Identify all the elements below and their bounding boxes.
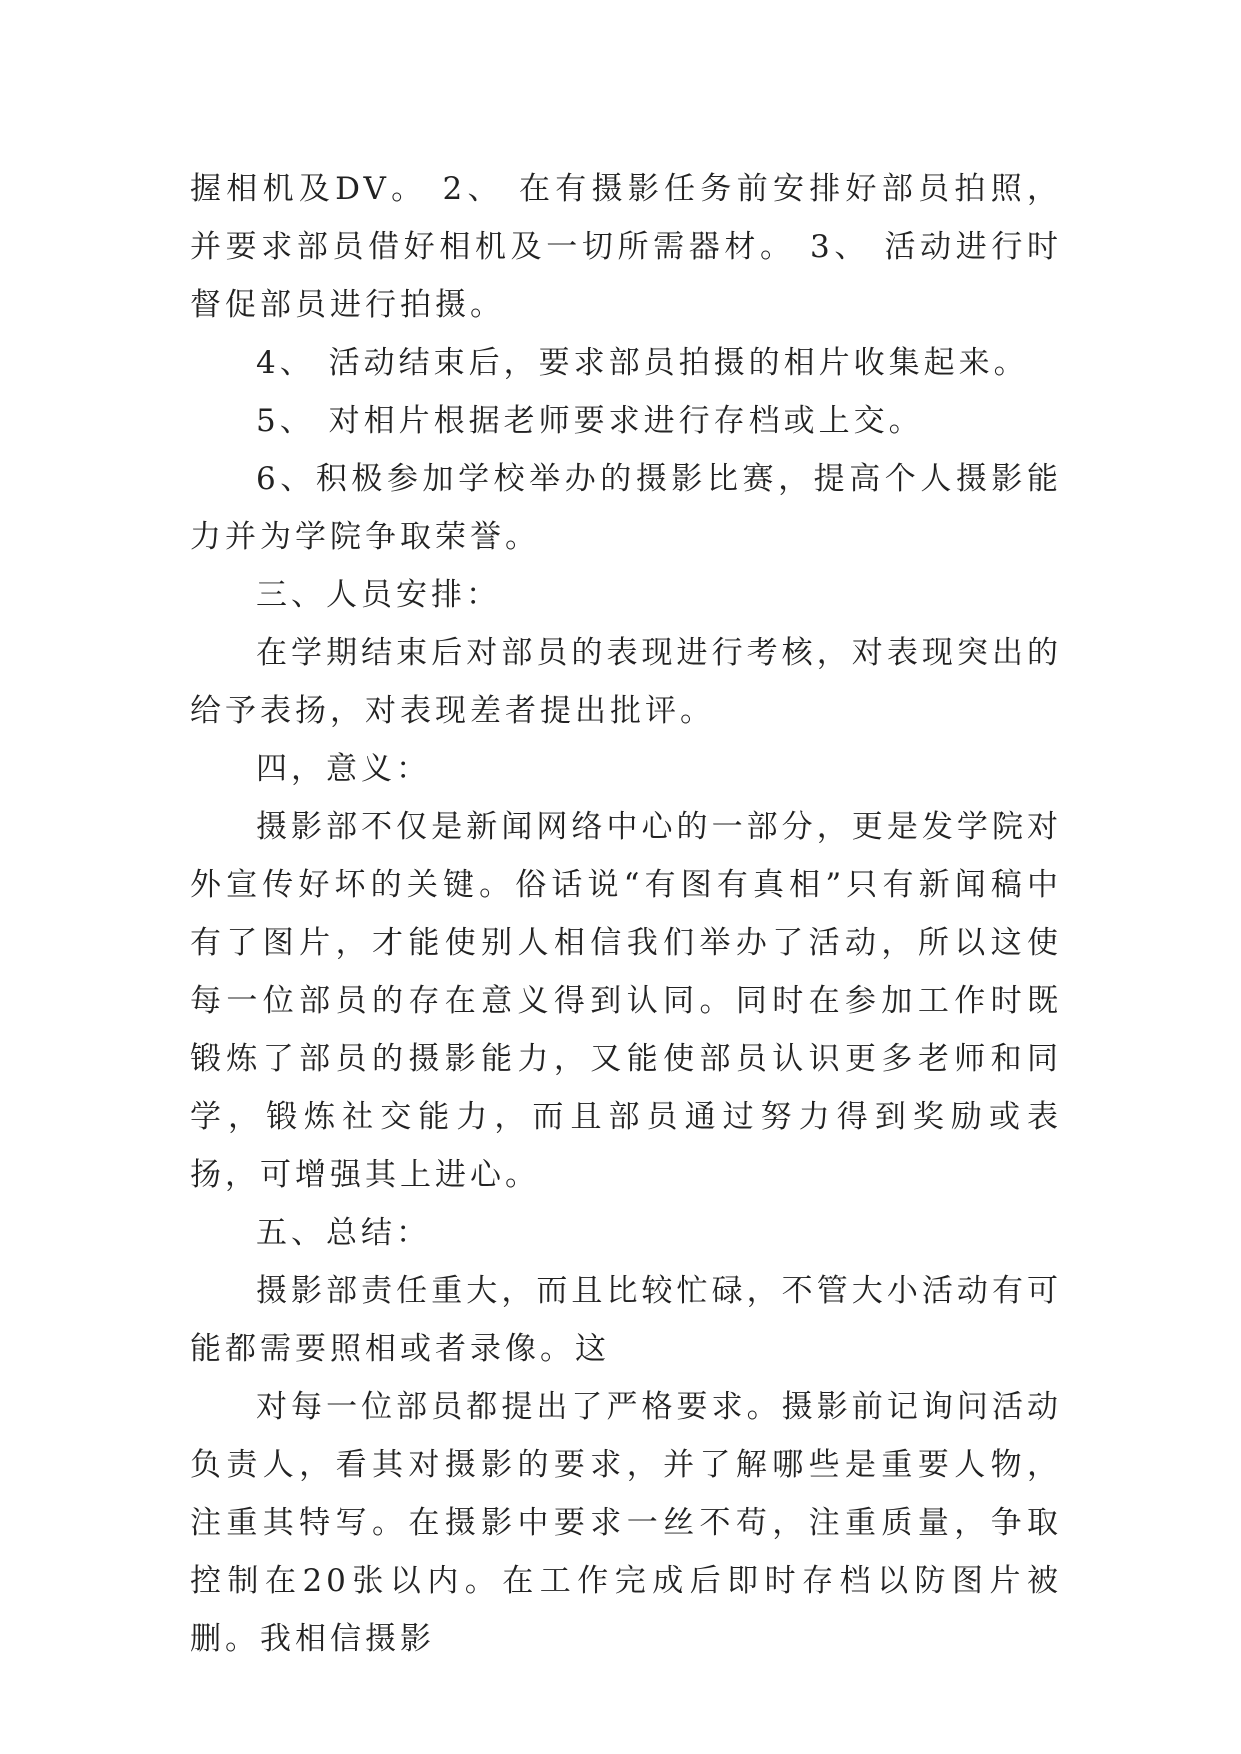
paragraph-item-5: 5、 对相片根据老师要求进行存档或上交。 <box>256 403 924 439</box>
section-heading-summary: 五、总结： <box>256 1215 431 1251</box>
paragraph-equipment-tasks: 握相机及DV。 2、 在有摄影任务前安排好部员拍照，并要求部员借好相机及一切所需器材。 3、 活动进行时督促部员进行拍摄。 <box>190 171 1062 323</box>
document-body <box>190 160 1062 1668</box>
paragraph-requirements: 对每一位部员都提出了严格要求。摄影前记询问活动负责人，看其对摄影的要求，并了解哪些是重要人物，注重其特写。在摄影中要求一丝不苟，注重质量，争取控制在20张以内。在工作完成后即时存档以防图片被删。我相信摄影 <box>190 1389 1062 1657</box>
paragraph-summary: 摄影部责任重大，而且比较忙碌，不管大小活动有可能都需要照相或者录像。这 <box>190 1273 1062 1367</box>
paragraph-staffing: 在学期结束后对部员的表现进行考核，对表现突出的给予表扬，对表现差者提出批评。 <box>190 635 1062 729</box>
paragraph-item-4: 4、 活动结束后，要求部员拍摄的相片收集起来。 <box>256 345 1029 381</box>
section-heading-staffing: 三、人员安排： <box>256 577 501 613</box>
section-heading-significance: 四，意义： <box>256 751 431 787</box>
paragraph-significance: 摄影部不仅是新闻网络中心的一部分，更是发学院对外宣传好坏的关键。俗话说“有图有真相”只有新闻稿中有了图片，才能使别人相信我们举办了活动，所以这使每一位部员的存在意义得到认同。同时在参加工作时既锻炼了部员的摄影能力，又能使部员认识更多老师和同学，锻炼社交能力，而且部员通过努力得到奖励或表扬，可增强其上进心。 <box>190 809 1062 1193</box>
paragraph-item-6: 6、积极参加学校举办的摄影比赛，提高个人摄影能力并为学院争取荣誉。 <box>190 461 1062 555</box>
